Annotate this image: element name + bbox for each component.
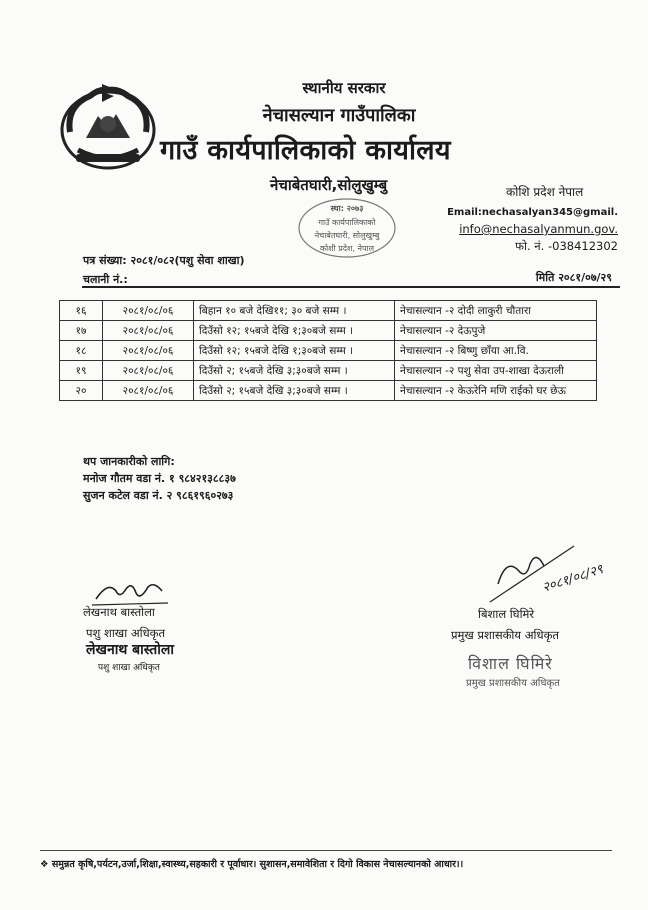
right-signatory-post: प्रमुख प्रशासकीय अधिकृत	[451, 628, 559, 642]
header-divider	[82, 286, 620, 288]
table-row	[60, 381, 597, 401]
contact-line: सुजन कटेल वडा नं. २ ९८६१९६०२७३	[83, 489, 234, 502]
letter-date: मिति २०८१/०७/२९	[535, 271, 612, 284]
left-signatory-post: पशु शाखा अधिकृत	[86, 626, 166, 640]
time-cell: दिउँसो १२; १५बजे देखि १;३०बजे सम्म ।	[194, 321, 395, 341]
left-post-stamp: पशु शाखा अधिकृत	[98, 663, 160, 673]
time-cell: दिउँसो २; १५बजे देखि ३;३०बजे सम्म ।	[194, 361, 395, 381]
footer-divider	[40, 850, 612, 851]
date-cell: २०८१/०८/०६	[103, 341, 194, 361]
signature-right-icon	[486, 540, 626, 610]
table-row	[60, 341, 597, 361]
stamp-line-4: कोशी प्रदेश, नेपाल	[319, 244, 375, 253]
serial-number-cell: २०	[60, 381, 103, 401]
right-signatory-name: बिशाल घिमिरे	[478, 607, 535, 621]
serial-number-cell: १८	[60, 341, 103, 361]
contact-line: मनोज गौतम वडा नं. १ ९८४२१३८८३७	[83, 472, 236, 485]
left-name-stamp: लेखनाथ बास्तोला	[86, 642, 174, 658]
date-cell: २०८१/०८/०६	[103, 381, 194, 401]
office-stamp-icon	[296, 197, 398, 259]
stamp-line-1: स्था: २०७३	[330, 204, 364, 213]
right-name-stamp: विशाल घिमिरे	[468, 654, 553, 673]
left-signatory-name: लेखनाथ बास्तोला	[83, 605, 155, 619]
table-row	[60, 301, 597, 321]
place-cell: नेचासल्यान -२ पशु सेवा उप-शाखा देऊराली	[395, 361, 597, 381]
schedule-table	[59, 300, 597, 401]
header-line-1: स्थानीय सरकार	[302, 79, 386, 97]
stamp-line-3: नेचाबेतघारी, सोलुखुम्बु	[314, 231, 380, 240]
footer-motto: ❖ समुन्नत कृषि,पर्यटन,उर्जा,शिक्षा,स्वास्थ्य,सहकारी र पूर्वाधार। सुशासन,समावेशिता र दिगो विकास नेचासल्यानको आधार।।	[40, 859, 464, 870]
time-cell: बिहान १० बजे देखि११; ३० बजे सम्म ।	[194, 301, 395, 321]
date-cell: २०८१/०८/०६	[103, 301, 194, 321]
office-address: नेचाबेतघारी,सोलुखुम्बु	[270, 176, 388, 194]
time-cell: दिउँसो २; १५बजे देखि ३;३०बजे सम्म ।	[194, 381, 395, 401]
municipality-name: नेचासल्यान गाउँपालिका	[262, 105, 416, 126]
place-cell: नेचासल्यान -२ दोदी लाकुरी चौतारा	[395, 301, 597, 321]
contact-email: Email:nechasalyan345@gmail.	[447, 207, 618, 218]
serial-number-cell: १७	[60, 321, 103, 341]
stamp-line-2: गाउँ कार्यपालिकाको	[318, 218, 376, 227]
office-name: गाउँ कार्यपालिकाको कार्यालय	[160, 135, 451, 166]
place-cell: नेचासल्यान -२ बिष्णु छाँया आ.वि.	[395, 341, 597, 361]
contact-phone: फो. नं. -038412302	[515, 239, 618, 253]
place-cell: नेचासल्यान -२ केऊरेनि मणि राईको घर छेऊ	[395, 381, 597, 401]
serial-number-cell: १९	[60, 361, 103, 381]
place-cell: नेचासल्यान -२ देऊपुजे	[395, 321, 597, 341]
table-row	[60, 321, 597, 341]
date-cell: २०८१/०८/०६	[103, 321, 194, 341]
date-cell: २०८१/०८/०६	[103, 361, 194, 381]
province-name: कोशि प्रदेश नेपाल	[506, 185, 584, 199]
serial-number-cell: १६	[60, 301, 103, 321]
time-cell: दिउँसो १२; १५बजे देखि १;३०बजे सम्म ।	[194, 341, 395, 361]
dispatch-number: चलानी नं.:	[83, 273, 128, 286]
handwritten-date: २०८१/०८/२९	[540, 562, 606, 596]
letter-reference-number: पत्र संख्या: २०८१/०८२(पशु सेवा शाखा)	[83, 254, 245, 267]
contact-heading: थप जानकारीको लागि:	[83, 455, 175, 468]
right-post-stamp: प्रमुख प्रशासकीय अधिकृत	[466, 678, 560, 689]
table-row	[60, 361, 597, 381]
contact-website-link[interactable]: info@nechasalyanmun.gov.	[459, 222, 618, 236]
